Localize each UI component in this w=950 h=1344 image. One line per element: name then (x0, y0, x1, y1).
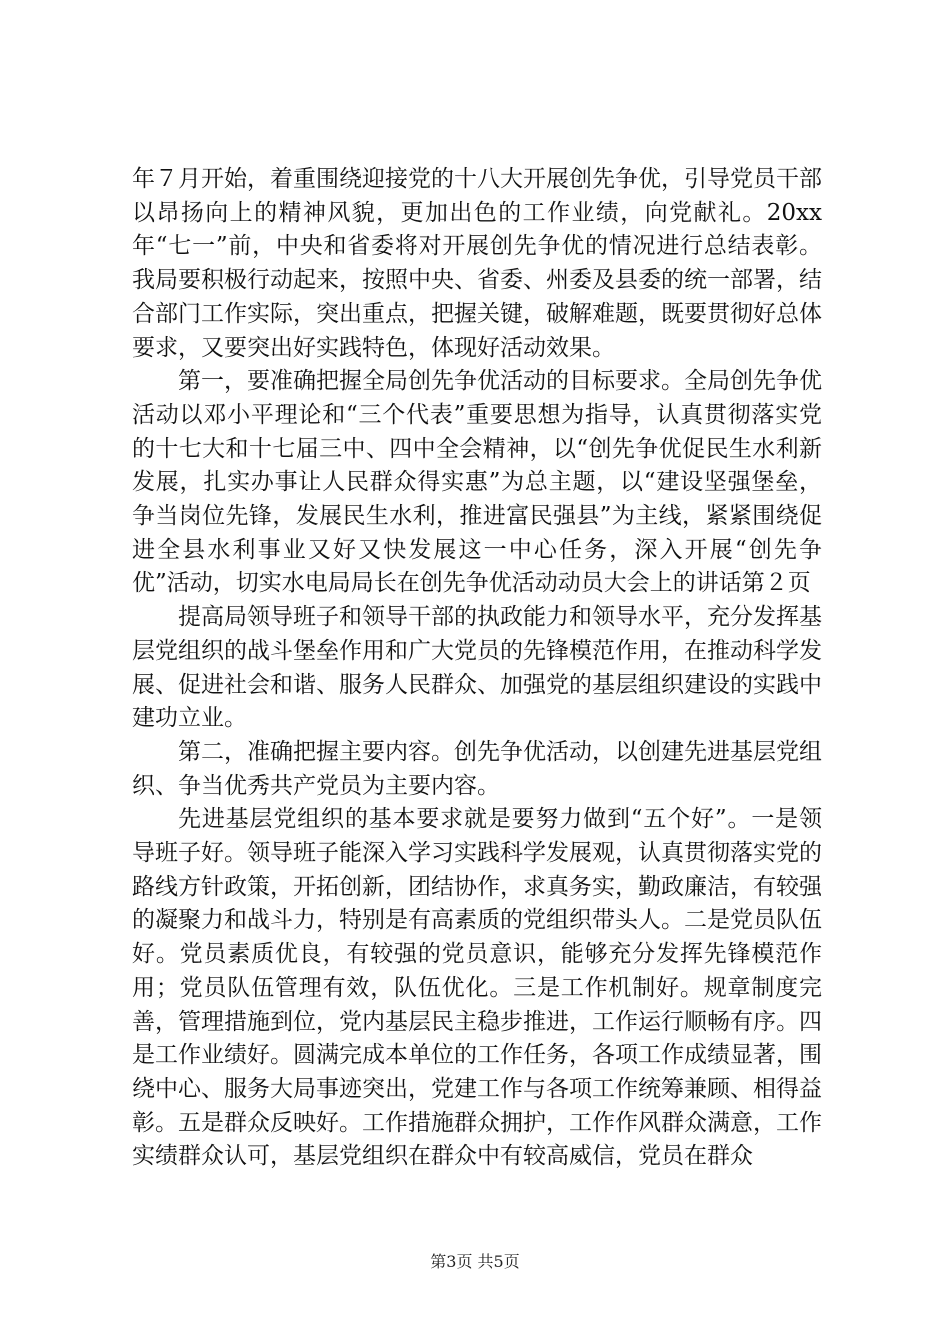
paragraph-1: 年７月开始，着重围绕迎接党的十八大开展创先争优，引导党员干部以昂扬向上的精神风貌，更加出色的工作业绩，向党献礼。20xx年“七一”前，中央和省委将对开展创先争优的情况进行总结表彰。我局要积极行动起来，按照中央、省委、州委及县委的统一部署，结合部门工作实际，突出重点，把握关键，破解难题，既要贯彻好总体要求，又要突出好实践特色，体现好活动效果。 (132, 166, 822, 361)
body-text (132, 163, 822, 1174)
page-footer: 第3页 共5页 (430, 1252, 520, 1271)
paragraph-2: 第一，要准确把握全局创先争优活动的目标要求。全局创先争优活动以邓小平理论和“三个代表”重要思想为指导，认真贯彻落实党的十七大和十七届三中、四中全会精神，以“创先争优促民生水利新发展，扎实办事让人民群众得实惠”为总主题，以“建设坚强堡垒，争当岗位先锋，发展民生水利，推进富民强县”为主线，紧紧围绕促进全县水利事业又好又快发展这一中心任务，深入开展“创先争优”活动，切实水电局局长在创先争优活动动员大会上的讲话第２页 (132, 368, 822, 597)
paragraph-4: 第二，准确把握主要内容。创先争优活动，以创建先进基层党组织、争当优秀共产党员为主要内容。 (132, 738, 822, 799)
paragraph-5: 先进基层党组织的基本要求就是要努力做到“五个好”。一是领导班子好。领导班子能深入学习实践科学发展观，认真贯彻落实党的路线方针政策，开拓创新，团结协作，求真务实，勤政廉洁，有较强的凝聚力和战斗力，特别是有高素质的党组织带头人。二是党员队伍好。党员素质优良，有较强的党员意识，能够充分发挥先锋模范作用；党员队伍管理有效，队伍优化。三是工作机制好。规章制度完善，管理措施到位，党内基层民主稳步推进，工作运行顺畅有序。四是工作业绩好。圆满完成本单位的工作任务，各项工作成绩显著，围绕中心、服务大局事迹突出，党建工作与各项工作统筹兼顾、相得益彰。五是群众反映好。工作措施群众拥护，工作作风群众满意，工作实绩群众认可，基层党组织在群众中有较高威信，党员在群众 (132, 806, 822, 1170)
paragraph-3: 提高局领导班子和领导干部的执政能力和领导水平，充分发挥基层党组织的战斗堡垒作用和广大党员的先锋模范作用，在推动科学发展、促进社会和谐、服务人民群众、加强党的基层组织建设的实践中建功立业。 (132, 604, 822, 732)
